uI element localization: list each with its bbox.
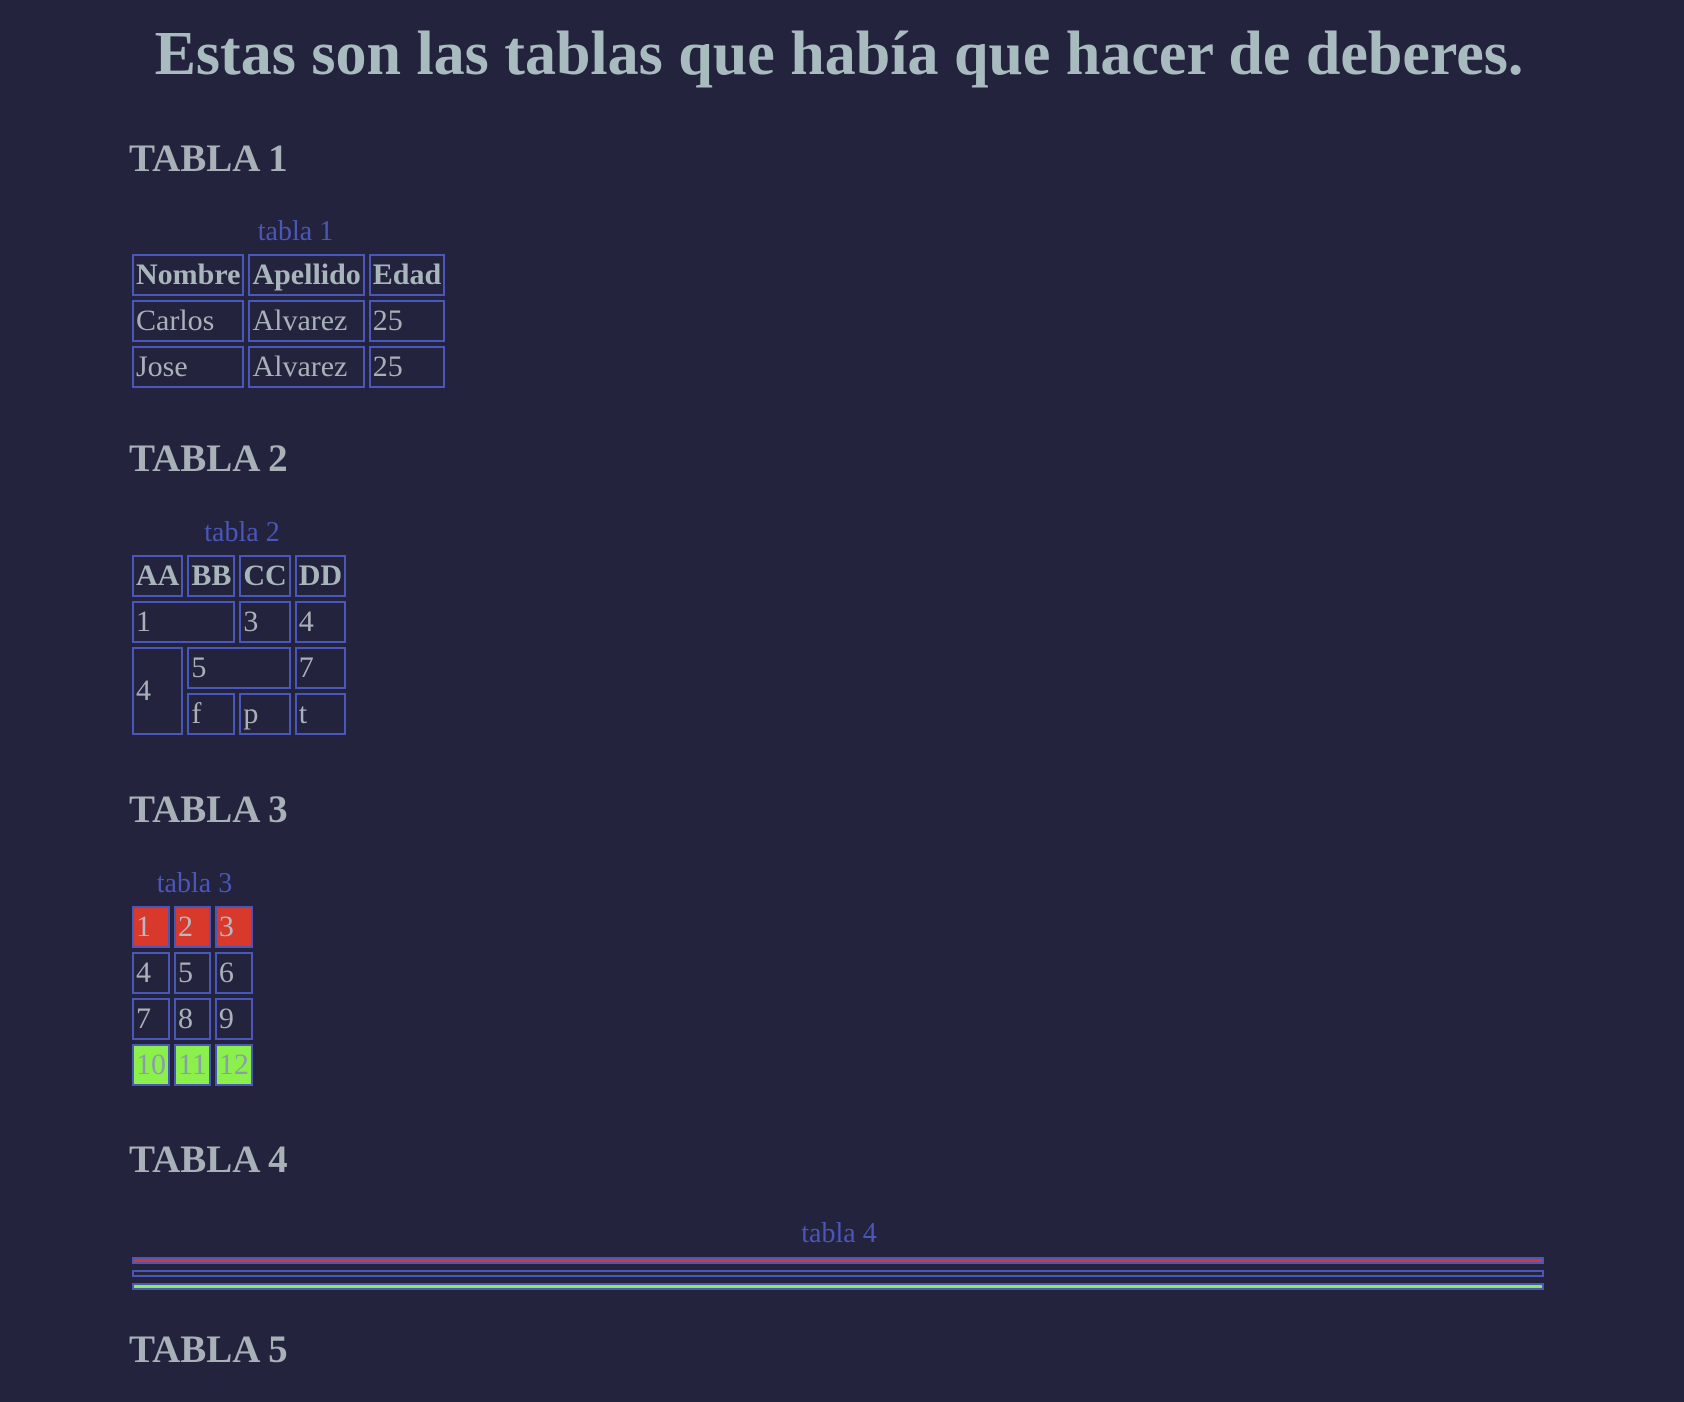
table-row <box>132 300 445 342</box>
table-1-caption: tabla 1 <box>257 216 334 247</box>
table-row <box>132 647 346 689</box>
table-header-cell: Edad <box>369 254 445 296</box>
table-cell: 11 <box>174 1044 211 1086</box>
table-cell: 7 <box>132 998 170 1040</box>
section-heading-tabla-2: TABLA 2 <box>129 437 288 480</box>
table-cell: 9 <box>215 998 253 1040</box>
table-2-caption: tabla 2 <box>204 517 280 548</box>
table-4-caption: tabla 4 <box>801 1218 877 1249</box>
table-cell: 7 <box>295 647 346 689</box>
table-header-cell: AA <box>132 555 183 597</box>
table-cell: 6 <box>215 952 253 994</box>
table-cell: 25 <box>369 300 445 342</box>
table-4-row-green <box>132 1283 1544 1290</box>
table-cell: 4 <box>132 647 183 735</box>
table-cell: 2 <box>174 906 211 948</box>
table-row <box>132 952 253 994</box>
table-cell: 3 <box>239 601 290 643</box>
table-4-row-red <box>132 1257 1544 1264</box>
table-cell: Alvarez <box>248 346 364 388</box>
table-row <box>132 346 445 388</box>
table-3 <box>128 902 257 1090</box>
table-cell: 10 <box>132 1044 170 1086</box>
table-header-row <box>132 254 445 296</box>
section-heading-tabla-5: TABLA 5 <box>129 1328 288 1371</box>
table-header-cell: Nombre <box>132 254 244 296</box>
table-cell: t <box>295 693 346 735</box>
table-2 <box>128 551 350 739</box>
table-row-red <box>132 906 253 948</box>
table-cell: p <box>239 693 290 735</box>
table-1 <box>128 250 449 392</box>
table-cell: 1 <box>132 906 170 948</box>
table-row <box>132 601 346 643</box>
table-cell: Jose <box>132 346 244 388</box>
table-header-cell: BB <box>187 555 235 597</box>
table-cell: 1 <box>132 601 235 643</box>
table-cell: 5 <box>174 952 211 994</box>
table-cell: Alvarez <box>248 300 364 342</box>
table-cell: 5 <box>187 647 290 689</box>
table-header-cell: DD <box>295 555 346 597</box>
section-heading-tabla-3: TABLA 3 <box>129 788 288 831</box>
table-cell: 3 <box>215 906 253 948</box>
table-header-row <box>132 555 346 597</box>
table-cell: 4 <box>295 601 346 643</box>
table-4-row <box>132 1270 1544 1277</box>
table-cell: f <box>187 693 235 735</box>
table-3-caption: tabla 3 <box>156 868 233 899</box>
table-header-cell: CC <box>239 555 290 597</box>
section-heading-tabla-4: TABLA 4 <box>129 1138 288 1181</box>
table-cell: 8 <box>174 998 211 1040</box>
table-row <box>132 998 253 1040</box>
table-cell: 25 <box>369 346 445 388</box>
table-cell: 4 <box>132 952 170 994</box>
table-cell: Carlos <box>132 300 244 342</box>
section-heading-tabla-1: TABLA 1 <box>129 137 288 180</box>
table-cell: 12 <box>215 1044 253 1086</box>
table-row-green <box>132 1044 253 1086</box>
page-title: Estas son las tablas que había que hacer de deberes. <box>154 20 1524 88</box>
table-header-cell: Apellido <box>248 254 364 296</box>
